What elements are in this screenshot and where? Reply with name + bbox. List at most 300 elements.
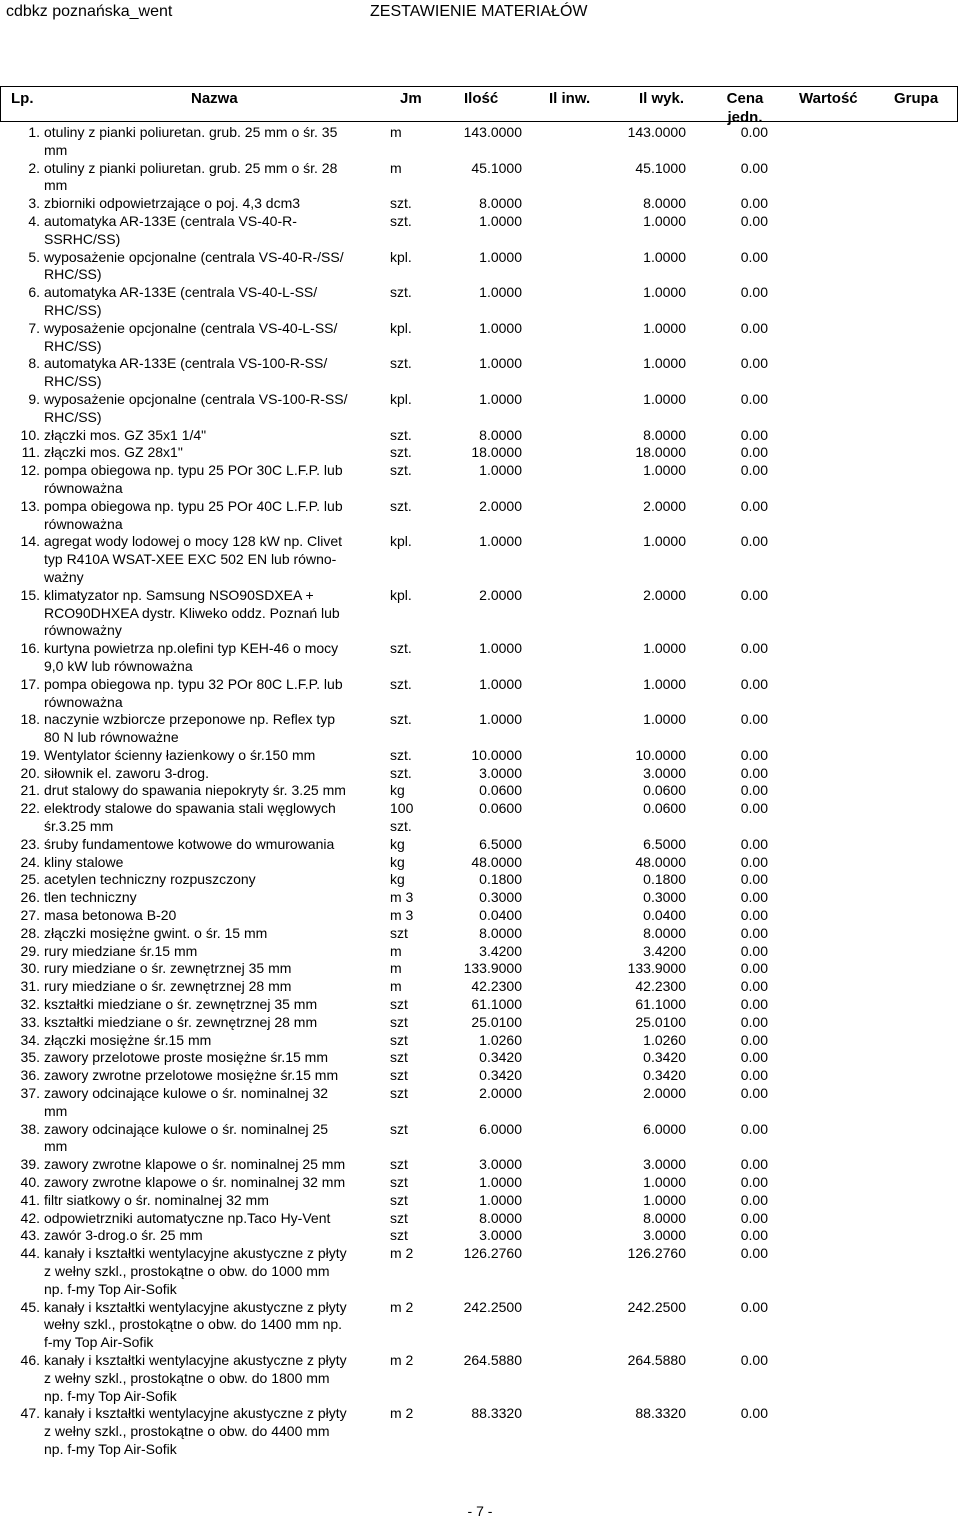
cell-cena-jedn: 0.00	[740, 1209, 768, 1226]
cell-ilosc: 6.5000	[479, 835, 522, 852]
table-row	[0, 943, 960, 961]
cell-nazwa: wyposażenie opcjonalne (centrala VS-40-R-/SS/ RHC/SS)	[44, 248, 344, 283]
cell-il-wyk: 25.0100	[635, 1013, 686, 1030]
cell-nazwa: kształtki miedziane o śr. zewnętrznej 28 mm	[44, 1013, 318, 1030]
cell-wartosc	[768, 1352, 960, 1405]
table-row	[0, 1174, 960, 1192]
table-row	[0, 1210, 960, 1228]
cell-ilosc: 48.0000	[471, 853, 522, 870]
cell-il-inw	[522, 676, 604, 712]
table-row	[0, 711, 960, 747]
cell-wartosc	[768, 1405, 960, 1458]
cell-cena-jedn: 0.00	[740, 960, 768, 977]
cell-cena-jedn: 0.00	[740, 1031, 768, 1048]
cell-nazwa: odpowietrzniki automatyczne np.Taco Hy-Vent	[44, 1209, 331, 1226]
cell-ilosc: 8.0000	[479, 195, 522, 212]
cell-nazwa: zawory zwrotne przelotowe mosiężne śr.15 mm	[44, 1067, 339, 1084]
cell-cena-jedn: 0.00	[740, 319, 768, 336]
cell-cena-jedn: 0.00	[740, 800, 768, 817]
cell-cena-jedn: 0.00	[740, 907, 768, 924]
table-row	[0, 925, 960, 943]
cell-wartosc	[768, 1227, 960, 1245]
cell-wartosc	[768, 996, 960, 1014]
cell-nazwa: kanały i kształtki wentylacyjne akustyczne z płyty z wełny szkl., prostokątne o obw. do 4400 mm np. f-my Top Air-Sofik	[44, 1405, 347, 1457]
cell-ilosc: 18.0000	[471, 444, 522, 461]
cell-nazwa: filtr siatkowy o śr. nominalnej 32 mm	[44, 1191, 269, 1208]
table-row	[0, 1049, 960, 1067]
table-row	[0, 533, 960, 586]
table-row	[0, 1227, 960, 1245]
cell-lp: 30.	[20, 960, 40, 977]
cell-wartosc	[768, 284, 960, 320]
cell-nazwa: zawór 3-drog.o śr. 25 mm	[44, 1227, 203, 1244]
cell-cena-jedn: 0.00	[740, 390, 768, 407]
cell-il-inw	[522, 213, 604, 249]
cell-il-wyk: 3.0000	[643, 1156, 686, 1173]
cell-lp: 14.	[20, 533, 40, 550]
cell-cena-jedn: 0.00	[740, 248, 768, 265]
cell-jm: szt	[390, 1085, 408, 1102]
cell-lp: 4.	[28, 212, 40, 229]
table-row	[0, 355, 960, 391]
cell-cena-jedn: 0.00	[740, 1174, 768, 1191]
cell-nazwa: drut stalowy do spawania niepokryty śr. 3.25 mm	[44, 782, 346, 799]
cell-il-wyk: 1.0000	[643, 319, 686, 336]
cell-ilosc: 1.0000	[479, 390, 522, 407]
cell-il-inw	[522, 320, 604, 356]
cell-il-wyk: 126.2760	[627, 1245, 686, 1262]
column-header-ilosc: Ilość	[464, 90, 499, 107]
cell-lp: 12.	[20, 462, 40, 479]
cell-cena-jedn: 0.00	[740, 159, 768, 176]
table-row	[0, 1405, 960, 1458]
cell-wartosc	[768, 1085, 960, 1121]
cell-il-wyk: 1.0000	[643, 355, 686, 372]
cell-il-inw	[522, 1049, 604, 1067]
cell-lp: 46.	[20, 1351, 40, 1368]
column-header-lp: Lp.	[11, 90, 34, 107]
cell-jm: szt.	[390, 462, 412, 479]
cell-il-wyk: 264.5880	[627, 1351, 686, 1368]
cell-nazwa: rury miedziane o śr. zewnętrznej 35 mm	[44, 960, 292, 977]
cell-jm: szt.	[390, 746, 412, 763]
cell-il-wyk: 2.0000	[643, 497, 686, 514]
cell-il-wyk: 0.3420	[643, 1067, 686, 1084]
cell-nazwa: pompa obiegowa np. typu 32 POr 80C L.F.P. lub równoważna	[44, 675, 343, 710]
cell-nazwa: zbiorniki odpowietrzające o poj. 4,3 dcm3	[44, 195, 301, 212]
cell-jm: m	[390, 124, 402, 140]
cell-jm: szt.	[390, 675, 412, 692]
cell-jm: szt	[390, 924, 408, 941]
column-header-wartosc: Wartość	[799, 90, 858, 107]
cell-il-inw	[522, 1014, 604, 1032]
cell-wartosc	[768, 854, 960, 872]
cell-jm: m 2	[390, 1351, 414, 1368]
cell-cena-jedn: 0.00	[740, 1405, 768, 1422]
cell-wartosc	[768, 320, 960, 356]
cell-cena-jedn: 0.00	[740, 1085, 768, 1102]
cell-wartosc	[768, 213, 960, 249]
cell-nazwa: kanały i kształtki wentylacyjne akustyczne z płyty z wełny szkl., prostokątne o obw. do 1800 mm np. f-my Top Air-Sofik	[44, 1351, 347, 1404]
cell-lp: 7.	[28, 319, 40, 336]
cell-cena-jedn: 0.00	[740, 1013, 768, 1030]
cell-nazwa: wyposażenie opcjonalne (centrala VS-100-R-SS/ RHC/SS)	[44, 390, 348, 425]
cell-il-wyk: 1.0260	[643, 1031, 686, 1048]
cell-wartosc	[768, 195, 960, 213]
table-row	[0, 195, 960, 213]
cell-jm: m 3	[390, 889, 414, 906]
cell-wartosc	[768, 249, 960, 285]
cell-wartosc	[768, 427, 960, 445]
cell-cena-jedn: 0.00	[740, 764, 768, 781]
cell-jm: szt.	[390, 764, 412, 781]
cell-nazwa: kliny stalowe	[44, 853, 124, 870]
cell-lp: 37.	[20, 1085, 40, 1102]
table-row	[0, 320, 960, 356]
cell-ilosc: 3.0000	[479, 1156, 522, 1173]
cell-il-inw	[522, 1067, 604, 1085]
cell-lp: 11.	[21, 444, 40, 461]
cell-nazwa: kanały i kształtki wentylacyjne akustyczne z płyty z wełny szkl., prostokątne o obw. do 1000 mm np. f-my Top Air-Sofik	[44, 1245, 347, 1297]
table-row	[0, 391, 960, 427]
cell-il-wyk: 1.0000	[643, 533, 686, 550]
cell-jm: szt	[390, 1174, 408, 1191]
cell-wartosc	[768, 533, 960, 586]
cell-jm: szt.	[390, 711, 412, 728]
cell-lp: 15.	[20, 586, 40, 603]
cell-cena-jedn: 0.00	[740, 675, 768, 692]
cell-jm: m	[390, 978, 402, 995]
cell-lp: 5.	[28, 248, 40, 265]
cell-cena-jedn: 0.00	[740, 586, 768, 603]
table-row	[0, 1352, 960, 1405]
cell-il-inw	[522, 836, 604, 854]
cell-wartosc	[768, 1299, 960, 1352]
cell-jm: m	[390, 960, 402, 977]
cell-il-inw	[522, 1210, 604, 1228]
cell-il-inw	[522, 889, 604, 907]
cell-il-inw	[522, 427, 604, 445]
cell-il-wyk: 143.0000	[627, 124, 686, 140]
table-header	[0, 86, 958, 126]
column-header-il-wyk: Il wyk.	[639, 90, 685, 107]
cell-ilosc: 126.2760	[463, 1245, 522, 1262]
cell-cena-jedn: 0.00	[740, 497, 768, 514]
cell-nazwa: agregat wody lodowej o mocy 128 kW np. Clivet typ R410A WSAT-XEE EXC 502 EN lub równo- ważny	[44, 533, 343, 585]
table-row	[0, 960, 960, 978]
cell-il-inw	[522, 978, 604, 996]
cell-ilosc: 8.0000	[479, 924, 522, 941]
table-row	[0, 498, 960, 534]
cell-nazwa: masa betonowa B-20	[44, 907, 177, 924]
cell-nazwa: automatyka AR-133E (centrala VS-100-R-SS/ RHC/SS)	[44, 355, 328, 390]
cell-il-inw	[522, 782, 604, 800]
table-row	[0, 854, 960, 872]
table-row	[0, 587, 960, 640]
cell-ilosc: 10.0000	[471, 746, 522, 763]
cell-nazwa: złączki mos. GZ 28x1"	[44, 444, 183, 461]
cell-lp: 38.	[20, 1120, 40, 1137]
cell-nazwa: elektrody stalowe do spawania stali węglowych śr.3.25 mm	[44, 800, 336, 835]
cell-cena-jedn: 0.00	[740, 195, 768, 212]
cell-il-wyk: 1.0000	[643, 1174, 686, 1191]
cell-il-wyk: 1.0000	[643, 711, 686, 728]
cell-wartosc	[768, 355, 960, 391]
cell-ilosc: 0.3000	[479, 889, 522, 906]
cell-wartosc	[768, 711, 960, 747]
cell-il-wyk: 1.0000	[643, 1191, 686, 1208]
materials-table-body	[0, 124, 960, 1459]
cell-il-inw	[522, 854, 604, 872]
document-header-left: cdbkz poznańska_went	[6, 3, 173, 20]
cell-il-wyk: 133.9000	[627, 960, 686, 977]
cell-cena-jedn: 0.00	[740, 1245, 768, 1262]
cell-jm: szt	[390, 996, 408, 1013]
column-header-jm: Jm	[400, 90, 422, 107]
cell-ilosc: 1.0000	[479, 711, 522, 728]
cell-wartosc	[768, 747, 960, 765]
cell-ilosc: 264.5880	[463, 1351, 522, 1368]
cell-nazwa: zawory zwrotne klapowe o śr. nominalnej 25 mm	[44, 1156, 346, 1173]
cell-lp: 6.	[28, 284, 40, 301]
cell-jm: m	[390, 942, 402, 959]
cell-ilosc: 1.0000	[479, 355, 522, 372]
cell-il-wyk: 242.2500	[627, 1298, 686, 1315]
cell-lp: 32.	[20, 996, 40, 1013]
cell-il-inw	[522, 1156, 604, 1174]
cell-cena-jedn: 0.00	[740, 1227, 768, 1244]
column-header-nazwa: Nazwa	[191, 90, 238, 107]
cell-nazwa: zawory odcinające kulowe o śr. nominalnej 25 mm	[44, 1120, 329, 1155]
cell-jm: szt.	[390, 355, 412, 372]
cell-nazwa: złączki mos. GZ 35x1 1/4"	[44, 426, 207, 443]
cell-lp: 10.	[20, 426, 40, 443]
cell-nazwa: automatyka AR-133E (centrala VS-40-L-SS/ RHC/SS)	[44, 284, 318, 318]
document-title: ZESTAWIENIE MATERIAŁÓW	[370, 3, 588, 20]
cell-jm: kg	[390, 853, 405, 870]
cell-ilosc: 3.0000	[479, 1227, 522, 1244]
cell-jm: szt	[390, 1227, 408, 1244]
cell-il-wyk: 0.0400	[643, 907, 686, 924]
table-row	[0, 124, 960, 160]
table-row	[0, 640, 960, 676]
cell-il-inw	[522, 124, 604, 160]
cell-wartosc	[768, 907, 960, 925]
cell-nazwa: naczynie wzbiorcze przeponowe np. Reflex typ 80 N lub równoważne	[44, 711, 336, 746]
cell-il-wyk: 0.3420	[643, 1049, 686, 1066]
cell-il-inw	[522, 391, 604, 427]
table-row	[0, 284, 960, 320]
cell-il-inw	[522, 284, 604, 320]
cell-nazwa: automatyka AR-133E (centrala VS-40-R- SSRHC/SS)	[44, 212, 297, 247]
cell-wartosc	[768, 1210, 960, 1228]
cell-lp: 42.	[20, 1209, 40, 1226]
cell-nazwa: kanały i kształtki wentylacyjne akustyczne z płyty wełny szkl., prostokątne o obw. do 1400 mm np. f-my Top Air-Sofik	[44, 1298, 347, 1351]
table-row	[0, 1299, 960, 1352]
table-row	[0, 444, 960, 462]
cell-cena-jedn: 0.00	[740, 746, 768, 763]
cell-cena-jedn: 0.00	[740, 444, 768, 461]
cell-cena-jedn: 0.00	[740, 996, 768, 1013]
cell-ilosc: 6.0000	[479, 1120, 522, 1137]
cell-lp: 31.	[20, 978, 40, 995]
cell-il-inw	[522, 195, 604, 213]
cell-lp: 17.	[20, 675, 40, 692]
cell-lp: 1.	[28, 124, 40, 140]
cell-il-inw	[522, 587, 604, 640]
cell-ilosc: 133.9000	[463, 960, 522, 977]
cell-il-wyk: 3.0000	[643, 1227, 686, 1244]
cell-nazwa: zawory zwrotne klapowe o śr. nominalnej 32 mm	[44, 1174, 346, 1191]
table-row	[0, 907, 960, 925]
cell-lp: 36.	[20, 1067, 40, 1084]
cell-jm: kpl.	[390, 319, 412, 336]
cell-wartosc	[768, 943, 960, 961]
cell-il-wyk: 2.0000	[643, 1085, 686, 1102]
cell-nazwa: złączki mosiężne śr.15 mm	[44, 1031, 212, 1048]
cell-ilosc: 0.1800	[479, 871, 522, 888]
cell-wartosc	[768, 1049, 960, 1067]
cell-il-wyk: 2.0000	[643, 586, 686, 603]
cell-lp: 3.	[28, 195, 40, 212]
table-row	[0, 889, 960, 907]
page-number: - 7 -	[467, 1503, 493, 1519]
cell-nazwa: siłownik el. zaworu 3-drog.	[44, 764, 209, 781]
cell-jm: kg	[390, 871, 405, 888]
cell-lp: 27.	[20, 907, 40, 924]
cell-cena-jedn: 0.00	[740, 284, 768, 301]
cell-lp: 19.	[20, 746, 40, 763]
cell-il-wyk: 1.0000	[643, 640, 686, 657]
cell-jm: kg	[390, 835, 405, 852]
cell-wartosc	[768, 124, 960, 160]
table-row	[0, 427, 960, 445]
cell-il-wyk: 0.0600	[643, 782, 686, 799]
cell-ilosc: 2.0000	[479, 586, 522, 603]
cell-ilosc: 1.0000	[479, 212, 522, 229]
cell-ilosc: 1.0000	[479, 284, 522, 301]
cell-wartosc	[768, 782, 960, 800]
column-header-il-inw: Il inw.	[549, 90, 591, 107]
cell-lp: 41.	[20, 1191, 40, 1208]
cell-il-inw	[522, 1032, 604, 1050]
cell-il-inw	[522, 747, 604, 765]
cell-cena-jedn: 0.00	[740, 871, 768, 888]
cell-lp: 43.	[20, 1227, 40, 1244]
table-row	[0, 160, 960, 196]
table-row	[0, 747, 960, 765]
cell-il-inw	[522, 711, 604, 747]
cell-lp: 44.	[20, 1245, 40, 1262]
cell-lp: 35.	[20, 1049, 40, 1066]
table-row	[0, 1085, 960, 1121]
cell-wartosc	[768, 836, 960, 854]
cell-wartosc	[768, 960, 960, 978]
cell-ilosc: 0.3420	[479, 1049, 522, 1066]
cell-wartosc	[768, 1032, 960, 1050]
cell-jm: m 2	[390, 1298, 414, 1315]
cell-il-inw	[522, 1352, 604, 1405]
cell-jm: szt.	[390, 284, 412, 301]
cell-lp: 8.	[28, 355, 40, 372]
cell-il-inw	[522, 1174, 604, 1192]
cell-jm: szt	[390, 1191, 408, 1208]
cell-ilosc: 61.1000	[471, 996, 522, 1013]
cell-il-wyk: 1.0000	[643, 462, 686, 479]
cell-il-inw	[522, 871, 604, 889]
cell-il-inw	[522, 907, 604, 925]
table-row	[0, 978, 960, 996]
cell-il-inw	[522, 640, 604, 676]
cell-il-wyk: 18.0000	[635, 444, 686, 461]
cell-wartosc	[768, 800, 960, 836]
cell-il-wyk: 48.0000	[635, 853, 686, 870]
cell-jm: kpl.	[390, 533, 412, 550]
cell-ilosc: 1.0000	[479, 1191, 522, 1208]
cell-nazwa: pompa obiegowa np. typu 25 POr 40C L.F.P. lub równoważna	[44, 497, 343, 532]
cell-lp: 26.	[20, 889, 40, 906]
cell-jm: szt	[390, 1049, 408, 1066]
cell-cena-jedn: 0.00	[740, 426, 768, 443]
cell-lp: 28.	[20, 924, 40, 941]
cell-jm: szt.	[390, 497, 412, 514]
cell-jm: szt.	[390, 212, 412, 229]
cell-lp: 24.	[20, 853, 40, 870]
cell-cena-jedn: 0.00	[740, 124, 768, 140]
cell-il-wyk: 0.1800	[643, 871, 686, 888]
cell-il-inw	[522, 160, 604, 196]
cell-lp: 39.	[20, 1156, 40, 1173]
cell-cena-jedn: 0.00	[740, 1191, 768, 1208]
table-row	[0, 1245, 960, 1298]
cell-wartosc	[768, 160, 960, 196]
cell-jm: kg	[390, 782, 405, 799]
cell-cena-jedn: 0.00	[740, 1120, 768, 1137]
cell-ilosc: 3.4200	[479, 942, 522, 959]
table-row	[0, 996, 960, 1014]
cell-jm: szt.	[390, 640, 412, 657]
table-row	[0, 1121, 960, 1157]
cell-cena-jedn: 0.00	[740, 835, 768, 852]
cell-ilosc: 8.0000	[479, 426, 522, 443]
cell-cena-jedn: 0.00	[740, 853, 768, 870]
cell-wartosc	[768, 765, 960, 783]
cell-ilosc: 1.0000	[479, 533, 522, 550]
cell-jm: szt	[390, 1031, 408, 1048]
cell-jm: 100 szt.	[390, 800, 414, 835]
cell-il-inw	[522, 996, 604, 1014]
cell-il-inw	[522, 1405, 604, 1458]
cell-ilosc: 45.1000	[471, 159, 522, 176]
cell-il-inw	[522, 960, 604, 978]
table-row	[0, 676, 960, 712]
cell-ilosc: 0.0600	[479, 800, 522, 817]
cell-nazwa: złączki mosiężne gwint. o śr. 15 mm	[44, 924, 268, 941]
cell-ilosc: 42.2300	[471, 978, 522, 995]
cell-nazwa: kurtyna powietrza np.olefini typ KEH-46 o mocy 9,0 kW lub równoważna	[44, 640, 339, 674]
cell-jm: m 2	[390, 1405, 414, 1422]
cell-wartosc	[768, 587, 960, 640]
cell-jm: szt.	[390, 426, 412, 443]
cell-nazwa: tlen techniczny	[44, 889, 137, 906]
cell-wartosc	[768, 1014, 960, 1032]
cell-nazwa: Wentylator ścienny łazienkowy o śr.150 mm	[44, 746, 316, 763]
cell-cena-jedn: 0.00	[740, 533, 768, 550]
cell-wartosc	[768, 978, 960, 996]
cell-lp: 45.	[20, 1298, 40, 1315]
cell-ilosc: 8.0000	[479, 1209, 522, 1226]
cell-jm: kpl.	[390, 248, 412, 265]
